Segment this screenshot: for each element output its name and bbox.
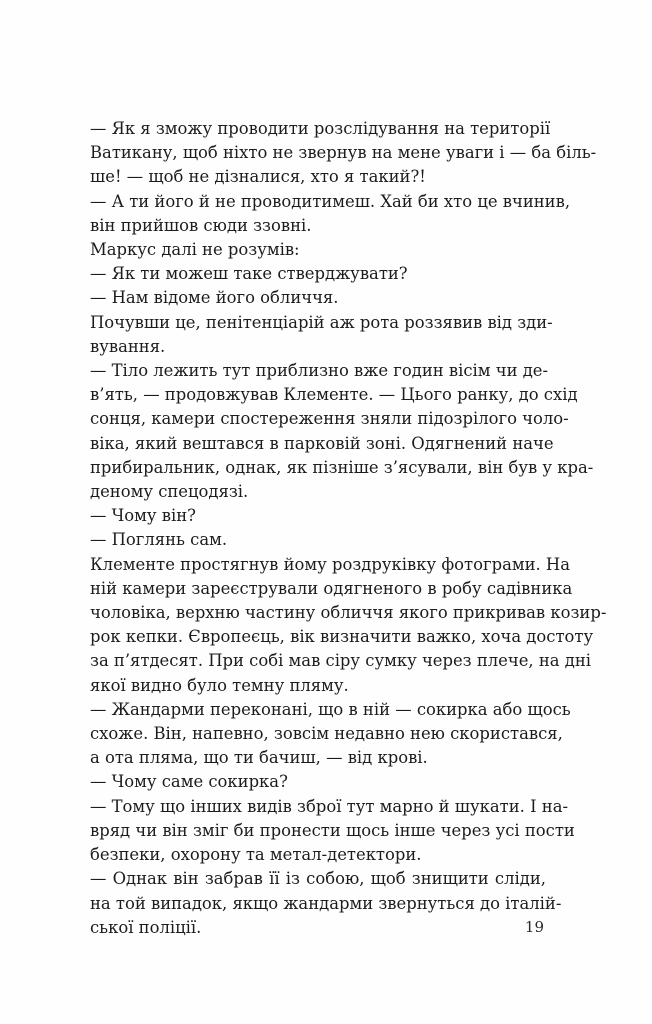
text-line: якої видно було темну пляму. — [90, 675, 349, 695]
text-line: вування. — [90, 336, 166, 356]
text-line: ше! — щоб не дізналися, хто я такий?! — [90, 167, 426, 187]
text-line: — Як ти можеш таке стверджувати? — [90, 264, 408, 284]
text-line: — Нам відоме його обличчя. — [90, 288, 339, 308]
text-line: сонця, камери спостереження зняли підозрілого чоло- — [90, 409, 569, 429]
text-line: безпеки, охорону та метал-детектори. — [90, 845, 422, 865]
text-line: — Чому він? — [90, 506, 196, 526]
text-line: ній камери зареєстрували одягненого в робу садівника — [90, 578, 573, 598]
text-line: рок кепки. Європеєць, вік визначити важко, хоча достоту — [90, 627, 594, 647]
text-line: а ота пляма, що ти бачиш, — від крові. — [90, 748, 428, 768]
text-line: за п’ятдесят. При собі мав сіру сумку через плече, на дні — [90, 651, 591, 671]
text-line: схоже. Він, напевно, зовсім недавно нею скористався, — [90, 724, 563, 744]
text-line: в’ять, — продовжував Клементе. — Цього ранку, до схід — [90, 385, 578, 405]
text-line: Ватикану, щоб ніхто не звернув на мене уваги і — ба біль- — [90, 143, 597, 163]
text-line: — Чому саме сокирка? — [90, 772, 288, 792]
text-line: чоловіка, верхню частину обличчя якого прикривав козир- — [90, 603, 607, 623]
text-line: віка, який вештався в парковій зоні. Одягнений наче — [90, 433, 554, 453]
text-line: — Однак він забрав її із собою, щоб знищити сліди, — [90, 869, 546, 889]
text-line: прибиральник, однак, як пізніше з’ясували, він був у кра- — [90, 457, 594, 477]
text-line: — Жандарми переконані, що в ній — сокирка або щось — [90, 699, 571, 719]
page-number: 19 — [524, 918, 544, 936]
text-line: — Як я зможу проводити розслідування на території — [90, 119, 551, 138]
text-line: Клементе простягнув йому роздруківку фотограми. На — [90, 554, 570, 574]
text-line: він прийшов сюди ззовні. — [90, 215, 312, 235]
text-line: — А ти його й не проводитимеш. Хай би хто це вчинив, — [90, 191, 571, 211]
text-line: ської поліції. — [90, 917, 202, 937]
text-line: Маркус далі не розумів: — [90, 240, 300, 260]
text-line: — Тому що інших видів зброї тут марно й шукати. І на- — [90, 796, 569, 816]
text-line: Почувши це, пенітенціарій аж рота роззявив від зди- — [90, 312, 553, 332]
text-line: вряд чи він зміг би пронести щось інше через усі пости — [90, 820, 575, 840]
text-line: деному спецодязі. — [90, 482, 249, 502]
text-line: — Тіло лежить тут приблизно вже годин вісім чи де- — [90, 361, 549, 381]
body-text — [90, 117, 607, 940]
text-line: — Поглянь сам. — [90, 530, 228, 550]
text-line: на той випадок, якщо жандарми звернуться до італій- — [90, 893, 562, 913]
